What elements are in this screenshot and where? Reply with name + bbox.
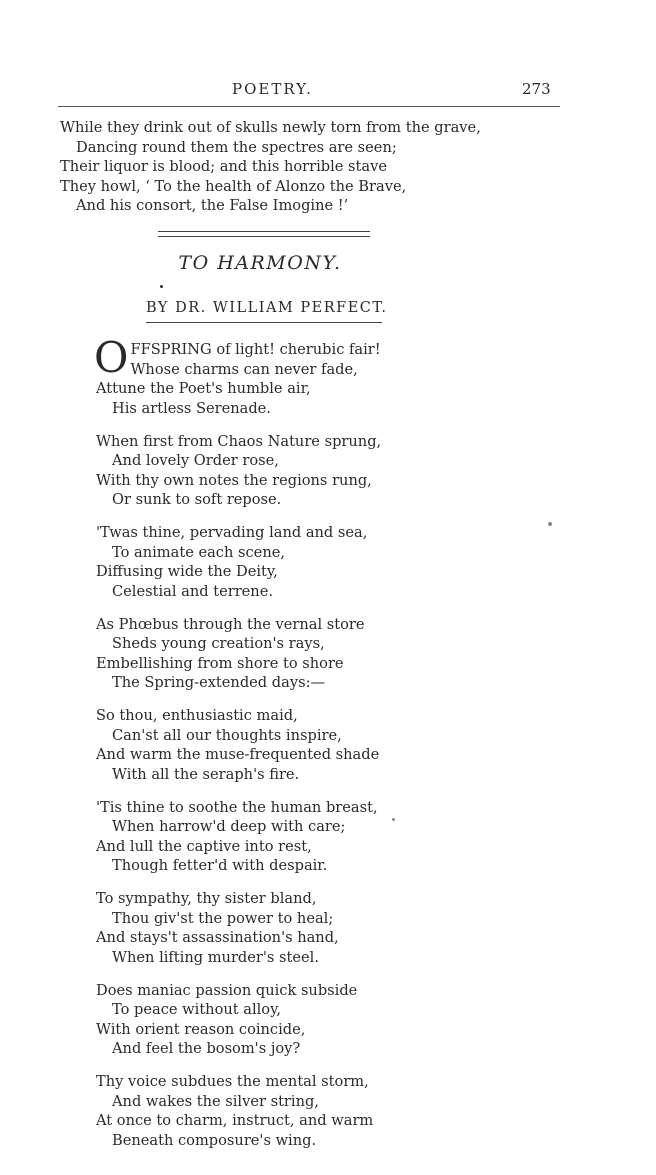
- verse-line: Though fetter'd with despair.: [112, 857, 328, 874]
- stanza: [96, 432, 516, 510]
- verse-line: They howl, ‘ To the health of Alonzo the Brave,: [60, 177, 407, 195]
- verse-line: Embellishing from shore to shore: [96, 654, 344, 672]
- previous-poem-ending: [60, 118, 540, 216]
- poem-body: [94, 333, 516, 1164]
- verse-line: And wakes the silver string,: [112, 1092, 319, 1110]
- byline-rule: [146, 322, 382, 323]
- verse-line: His artless Serenade.: [112, 399, 271, 417]
- verse-line: 'Tis thine to soothe the human breast,: [96, 798, 378, 816]
- verse-line: To peace without alloy,: [112, 1001, 282, 1018]
- verse-line: Thou giv'st the power to heal;: [112, 909, 334, 927]
- stanza: [96, 981, 516, 1059]
- stanza: [94, 333, 516, 418]
- verse-line: Sheds young creation's rays,: [112, 635, 325, 652]
- verse-line: Attune the Poet's humble air,: [96, 380, 311, 397]
- verse-line: And lovely Order rose,: [112, 452, 279, 469]
- section-divider: [158, 231, 370, 232]
- verse-line: While they drink out of skulls newly torn from the grave,: [60, 119, 481, 136]
- verse-line: And his consort, the False Imogine !’: [76, 197, 349, 214]
- verse-line: Or sunk to soft repose.: [112, 491, 282, 508]
- page-number: 273: [522, 80, 551, 98]
- verse-line: Their liquor is blood; and this horrible stave: [60, 158, 387, 175]
- running-title: POETRY.: [232, 80, 313, 98]
- drop-cap: O: [94, 333, 129, 382]
- verse-line: So thou, enthusiastic maid,: [96, 707, 298, 724]
- paper-speck: [548, 522, 552, 526]
- verse-line: At once to charm, instruct, and warm: [96, 1112, 374, 1129]
- poem-title: TO HARMONY.: [178, 252, 342, 274]
- verse-line: And warm the muse-frequented shade: [96, 746, 380, 763]
- header-rule: [58, 106, 560, 107]
- verse-line: With thy own notes the regions rung,: [96, 471, 372, 489]
- verse-line: And stays't assassination's hand,: [96, 929, 339, 946]
- verse-line: Thy voice subdues the mental storm,: [96, 1073, 369, 1090]
- verse-line: When lifting murder's steel.: [112, 948, 319, 966]
- verse-line: To sympathy, thy sister bland,: [96, 890, 317, 907]
- verse-line: Can'st all our thoughts inspire,: [112, 726, 342, 744]
- stanza: [96, 615, 516, 693]
- verse-line: FFSPRING of light! cherubic fair!: [130, 341, 381, 358]
- verse-line: The Spring-extended days:—: [112, 674, 326, 691]
- verse-line: 'Twas thine, pervading land and sea,: [96, 524, 368, 541]
- verse-line: Does maniac passion quick subside: [96, 981, 358, 999]
- stanza: [96, 798, 516, 876]
- verse-line: As Phœbus through the vernal store: [96, 615, 365, 633]
- section-divider: [158, 236, 370, 237]
- stanza: [96, 706, 516, 784]
- verse-line: Dancing round them the spectres are seen;: [76, 138, 397, 156]
- poem-byline: BY DR. WILLIAM PERFECT.: [146, 300, 388, 316]
- verse-line: And lull the captive into rest,: [96, 837, 312, 855]
- verse-line: To animate each scene,: [112, 543, 285, 561]
- verse-line: Diffusing wide the Deity,: [96, 563, 278, 580]
- verse-line: With orient reason coincide,: [96, 1020, 306, 1038]
- paper-speck: [392, 818, 395, 821]
- verse-line: When harrow'd deep with care;: [112, 818, 346, 835]
- verse-line: Whose charms can never fade,: [130, 360, 358, 378]
- running-head: [0, 80, 656, 102]
- verse-line: Beneath composure's wing.: [112, 1131, 317, 1149]
- ornament-dot: [160, 285, 163, 288]
- verse-line: With all the seraph's fire.: [112, 765, 300, 783]
- stanza: [96, 889, 516, 967]
- verse-line: Celestial and terrene.: [112, 582, 273, 600]
- verse-line: And feel the bosom's joy?: [112, 1040, 301, 1057]
- stanza: [96, 1072, 516, 1150]
- stanza: [96, 523, 516, 601]
- verse-line: When first from Chaos Nature sprung,: [96, 432, 382, 450]
